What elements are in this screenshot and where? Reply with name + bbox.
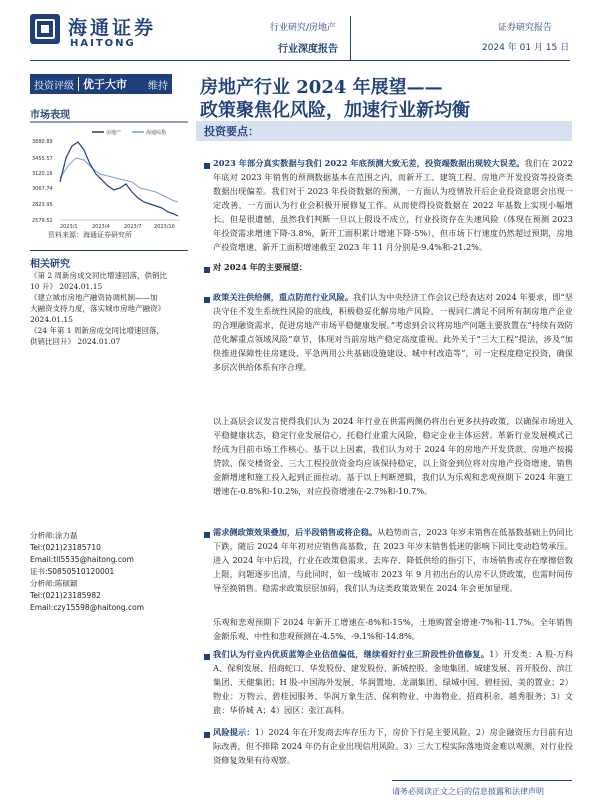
report-label: 证券研究报告 xyxy=(498,23,553,33)
bullet-marker xyxy=(204,163,210,169)
legend-text-a: 房地产 xyxy=(106,130,122,136)
bullet-marker xyxy=(204,267,210,273)
report-title-line2: 政策聚焦化风险，加速行业新均衡 xyxy=(200,100,470,121)
footer-disclaimer[interactable]: 请务必阅读正文之后的信息披露和法律声明 xyxy=(392,787,544,796)
related-item[interactable]: 供销比回升》 2024.01.07 xyxy=(30,337,121,346)
para-review xyxy=(213,156,573,274)
logo-text-en: HAITONG xyxy=(70,38,136,49)
rating-bar xyxy=(30,74,172,94)
header-divider xyxy=(350,16,351,60)
rating-status: 维持 xyxy=(148,80,168,92)
xtick-label: 2023/4 xyxy=(92,224,110,230)
ytick-label: 3880.89 xyxy=(32,139,53,145)
related-list xyxy=(30,270,180,347)
header-rule xyxy=(30,60,570,61)
bullet-marker xyxy=(204,297,210,303)
ytick-label: 3455.57 xyxy=(32,156,53,162)
related-item[interactable]: 10 升》 2024.01.15 xyxy=(30,282,103,291)
market-chart xyxy=(30,118,188,230)
report-date: 2024 年 01 月 15 日 xyxy=(482,43,570,53)
analyst-name: 分析师:陈硕颖 xyxy=(30,579,78,588)
para-demand-headline: 需求侧政策效果叠加，后半段销售或将企稳。 xyxy=(213,527,378,537)
para-picks xyxy=(213,647,573,731)
report-title-line1: 房地产行业 2024 年展望—— xyxy=(200,77,443,98)
related-title: 相关研究 xyxy=(30,259,70,270)
para-risk-text: 1）2024 年在开发商去库存压力下，房价下行是主要风险。2）房企融资压力目前有边际改善，但不排除 2024 年仍有企业出现信用风险。3）三大工程实际落地资金难以观测，对行业投资修复效果有待观察。 xyxy=(213,727,573,765)
para-policy-headline: 政策关注供给侧，重点防范行业风险。 xyxy=(213,292,354,302)
para-scenarios: 乐观和悲观预期下 2024 年新开工增速在-8%和-15%，土地购置金增速-7%和-11.7%。全年销售金额乐观、中性和悲观预测在-4.5%、-9.1%和-14.8%。 xyxy=(213,617,573,641)
logo-text-cn: 海通证券 xyxy=(68,17,157,39)
market-title: 市场表现 xyxy=(30,110,70,121)
bullet-marker xyxy=(204,532,210,538)
para-risk-headline: 风险提示： xyxy=(213,727,255,737)
rating-value: 优于大市 xyxy=(83,78,127,91)
series-line-composite xyxy=(60,158,178,202)
xtick-label: 2023/1 xyxy=(60,224,78,230)
para-picks-headline: 我们认为行业内优质蓝筹企业估值偏低，继续看好行业三阶段性价值修复。 xyxy=(213,649,490,659)
para-policy-text: 我们认为中央经济工作会议已经表达对 2024 年要求，即“坚决守住不发生系统性风险的底线，积极稳妥化解房地产风险，一视同仁满足不同所有制房地产企业的合理融资需求，促进房地产市场平稳健康发展。”考虑到会议将房地产问题主要放置在“持续有效防范化解重点领域风险”章节，体现对当前房地产稳定高度重视。此外关于“三大工程”提法，涉及“加快推进保障性住房建设、平急两用公共基础设施建设、城中村改造等”，可一定程度稳定投资，确保多层次供给体系有序合理。 xyxy=(213,292,573,372)
rating-label: 投资评级 xyxy=(34,80,74,92)
legend-text-b: 海通综指 xyxy=(146,130,167,136)
bullet-marker xyxy=(204,654,210,660)
para-outlook-heading: 对 2024 年的主要展望： xyxy=(213,262,307,272)
analyst-cert: 证书:S0850510120001 xyxy=(30,567,115,576)
para-demand-text: 从趋势而言，2023 年岁末销售在低基数基础上仍同比下跌，随后 2024 年年初对应销售高基数，在 2023 年岁末销售低迷的影响下同比变动趋势承压。进入 2024 年中后段，行业在政策稳需求、去库存、降低供给的指引下，市场销售或存在摩擦倍数上限，问题逐步出清，与此同时，如一线城市 2023 年 9 月初出台的认房不认贷政策，也需时间传导至换销售。稳需求政策层层加码，我们认为这类政策效果在 2024 年会更加显现。 xyxy=(213,527,573,593)
related-item[interactable]: 《24 年第 1 周新房成交同比增速回落， xyxy=(30,326,164,335)
keypoints-label: 投资要点： xyxy=(204,125,259,138)
related-item[interactable]: 《第 2 周新房成交同比增速回落，供销比 xyxy=(30,271,168,280)
ytick-label: 2823.95 xyxy=(32,202,53,208)
analyst-tel: Tel:(021)23185982 xyxy=(30,591,101,600)
related-item[interactable]: 大融资支持力度，落实城市房地产融资》 xyxy=(30,304,165,313)
ytick-label: 3067.74 xyxy=(32,186,53,192)
report-type: 行业深度报告 xyxy=(278,44,338,55)
analyst-tel: Tel:(021)23185710 xyxy=(30,543,101,552)
para-policy xyxy=(213,290,573,402)
para-demand xyxy=(213,525,573,609)
related-rule xyxy=(30,250,188,251)
analyst-block xyxy=(30,530,144,614)
footer-rule xyxy=(392,780,572,781)
para-risk xyxy=(213,725,573,767)
para-review-text: 我们在 2022 年底对 2023 年销售的预测数据基本在范围之内，而新开工、建筑工程、房地产开发投资等投资类数据出现偏差。我们对于 2023 年投资数据的预测，一方面认为疫情放开后企业投资意愿会出现一定改善，一方面认为行业会积极开展修复工作。从而使得投资数据在 2022 年基数上实现小幅增长。但是很遗憾，虽然我们判断一旦以上假设不成立，行业投资存在失速风险（体现在预测 2023 年投资需求增速下降-3.8%，新开工面积累计增速下降-5%），但市场下行速度仍然超过预期，房地产投资增速、新开工面积增速截至 2023 年 11 月分别是-9.4%和-21.2%。 xyxy=(213,158,573,252)
xtick-label: 2023/10 xyxy=(154,224,175,230)
analyst-email[interactable]: Email:czy15598@haitong.com xyxy=(30,603,145,612)
para-picks-text: 1）开发类：A 股-万科 A、保利发展、招商蛇口、华发股份、建发股份、新城控股、金地集团、城建发展、首开股份、滨江集团、天健集团；H 股-中国海外发展、华润置地、龙湖集团、绿城中国、碧桂园、美的置业；2）物业：万物云、碧桂园服务、华润万象生活、保利物业、中海物业、招商积余、越秀服务；3）文旅：华侨城 A；4）园区：张江高科。 xyxy=(213,649,573,715)
report-category: 行业研究/房地产 xyxy=(270,23,337,33)
para-forecast: 以上高层会议发言使得我们认为 2024 年行业在供需两侧仍将出台更多扶持政策，以确保市场进入平稳健康状态，稳定行业发展信心，托稳行业重大风险，稳定企业主体运营。革新行业发展模式已经成为目前市场工作核心。基于以上因素，我们认为对于 2024 年的房地产开发贷款、房地产按揭贷款、保交楼资金、三大工程投放资金均应该保持稳定，以上资金到位将对房地产投资增速、销售金额增速和施工投入起到正面拉动。基于以上判断逻辑，我们认为乐观和悲观预期下 2024 年施工增速在-0.8%和-10.2%，对应投资增速在-2.7%和-10.7%。 xyxy=(213,416,573,496)
analyst-email[interactable]: Email:tll5535@haitong.com xyxy=(30,555,134,564)
logo-mark xyxy=(30,14,60,44)
bullet-marker xyxy=(204,732,210,738)
ytick-label: 2579.52 xyxy=(32,218,53,224)
xtick-label: 2023/7 xyxy=(124,224,142,230)
chart-source: 资料来源：海通证券研究所 xyxy=(48,231,132,239)
ytick-label: 3120.16 xyxy=(32,171,53,177)
para-review-headline: 2023 年部分真实数据与我们 2022 年底预测大致无差，投资端数据出现较大误差。 xyxy=(213,158,525,168)
related-item[interactable]: 2024.01.15 xyxy=(30,315,73,324)
related-item[interactable]: 《建立城市房地产融资协调机制——加 xyxy=(30,293,158,302)
analyst-name: 分析师:涂力磊 xyxy=(30,531,78,540)
